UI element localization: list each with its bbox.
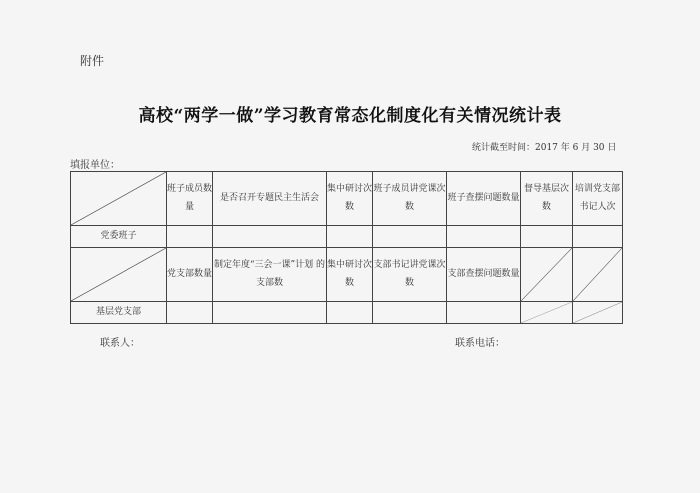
section2-header-row [71, 248, 623, 302]
header-cell: 班子成员讲党课次数 [373, 172, 447, 226]
input-cell[interactable] [521, 226, 573, 248]
row-label: 基层党支部 [71, 302, 167, 324]
blank-diagonal-cell [521, 302, 573, 324]
header-diagonal-cell [71, 248, 167, 302]
input-cell[interactable] [213, 226, 327, 248]
contact-phone-label: 联系电话： [455, 338, 505, 349]
input-cell[interactable] [327, 302, 373, 324]
input-cell[interactable] [447, 226, 521, 248]
header-cell: 是否召开专题民主生活会 [213, 172, 327, 226]
reporting-unit-label: 填报单位： [70, 160, 120, 171]
header-cell: 班子成员数量 [167, 172, 213, 226]
input-cell[interactable] [573, 226, 623, 248]
blank-diagonal-cell [573, 302, 623, 324]
blank-diagonal-cell [521, 248, 573, 302]
contact-person-label: 联系人： [100, 338, 140, 349]
input-cell[interactable] [373, 226, 447, 248]
header-diagonal-cell [71, 172, 167, 226]
document-title: 高校“两学一做”学习教育常态化制度化有关情况统计表 [138, 106, 562, 126]
input-cell[interactable] [167, 302, 213, 324]
deadline-text: 统计截至时间：2017 年 6 月 30 日 [472, 143, 617, 153]
input-cell[interactable] [447, 302, 521, 324]
input-cell[interactable] [327, 226, 373, 248]
header-cell: 培训党支部书记人次 [573, 172, 623, 226]
header-cell: 支部查摆问题数量 [447, 248, 521, 302]
header-cell: 党支部数量 [167, 248, 213, 302]
header-cell: 制定年度“三会一课”计划 的支部数 [213, 248, 327, 302]
input-cell[interactable] [373, 302, 447, 324]
header-cell: 督导基层次数 [521, 172, 573, 226]
input-cell[interactable] [213, 302, 327, 324]
section1-data-row [71, 226, 623, 248]
header-cell: 集中研讨次数 [327, 248, 373, 302]
input-cell[interactable] [167, 226, 213, 248]
section1-header-row [71, 172, 623, 226]
section2-data-row [71, 302, 623, 324]
statistics-table [70, 171, 623, 324]
blank-diagonal-cell [573, 248, 623, 302]
attachment-label: 附件 [80, 54, 105, 68]
header-cell: 集中研讨次数 [327, 172, 373, 226]
header-cell: 班子查摆问题数量 [447, 172, 521, 226]
header-cell: 支部书记讲党课次数 [373, 248, 447, 302]
row-label: 党委班子 [71, 226, 167, 248]
